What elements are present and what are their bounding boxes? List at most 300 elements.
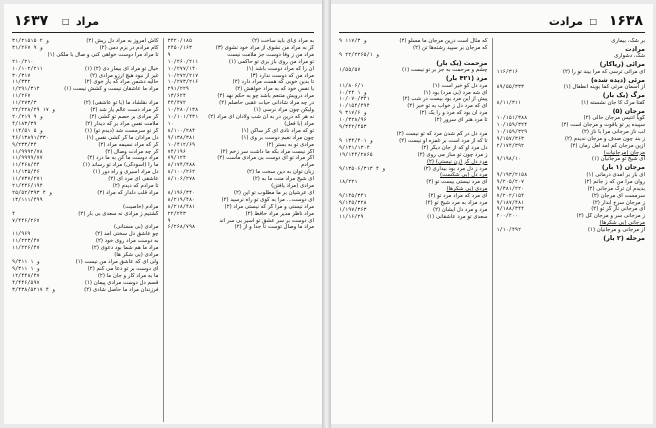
entry-text: اگر نیست مراد بکه ما داشت سر زخم (۲) [220,148,314,155]
entry-reference: ۸/۱۰۶/۲۷۸ [167,176,196,183]
index-entry [497,193,646,200]
index-heading [497,163,646,172]
index-entry [339,138,488,145]
index-heading [497,45,646,54]
index-entry [168,162,315,169]
entry-text: مرادم (خاصیت) [123,203,159,210]
index-entry [168,100,315,107]
entry-reference: ۲/۱۷۴/۳۹۲ [496,142,525,149]
index-entry [168,142,315,149]
entry-reference: ۸/۲۱۹/۴۸۰ [167,196,196,203]
entry-text: مرد آن بود که مرد و را یک (۲) [419,110,488,117]
index-entry [168,45,315,52]
entry-text: مرئی (دیده شده) [591,75,645,84]
index-entry [12,59,159,66]
entry-text: مرد و مرد دل ایشان (۲) [432,206,488,213]
entry-text: ای دوست... مرا به کوی تو راه نرسید (۲) [221,196,314,203]
entry-text: مراد من که دوست ندارد (۳) [250,72,314,79]
entry-reference: ۴۶/۱۳۸۹۱/۳۳۰ [12,134,49,141]
entry-reference: ۱۱/۴۶۸/۴۴ [12,162,40,169]
index-heading [497,220,646,227]
entry-reference: ۱۱/۲۲۶/۴۷ [12,245,40,252]
index-entry [339,214,488,221]
entry-text: چشم و مرحمت به جز بر تو نیست (۱) [402,67,488,74]
entry-text: تا که از مرد است بر غمزه او نیست (۲) [399,137,488,144]
index-entry [339,152,488,159]
entry-text: ای مرجانی ناز گر تو (۲) [591,206,645,213]
entry-reference: ۹/۱۸۸/۳۴۴ [496,206,525,213]
entry-text: تو مراد من روی باز بری تو حاکمی (۱) [228,58,314,65]
entry-reference: ۸/۲۱۸/۴۸۱ [167,203,196,210]
index-entry [339,96,488,103]
index-entry [12,224,159,231]
right-page-number: ۱۶۳۸ [608,13,643,29]
column-divider [163,38,164,422]
entry-reference: ۸/۱۷۴/۴۸۸ [167,162,196,169]
entry-text: مرائی (ریاکار) [599,60,645,69]
entry-reference: ۲۲/۲۴۳ [167,210,186,217]
entry-text: ازین مرجان کم آمد لعل رمان (۲) [570,142,645,149]
entry-text: تا بدین خوبی که هست مراد دارد (۲) [232,79,314,86]
entry-text: از آسمان مرئی کما بوینه انطفال (۱) [563,84,645,91]
entry-text: گر چه مرادت وصال (۲) [105,148,159,155]
entry-text: عاشقی ای مرد ای (۲) [108,176,159,183]
entry-text: مرجان (۱ بار) [601,163,645,172]
entry-reference: ۱۰/۱۵۹/۳۲۹ [496,128,528,135]
entry-reference: ۲۰۰/۲۰۰ [496,213,518,220]
entry-reference: ۱۰/۱۰۱/۴۳۱ [167,113,199,120]
entry-text: اگر مراد تو ای دوست بی مرادی ماست (۲) [217,155,314,162]
entry-text: مراد ناظر مدیر مراد حافظ (۲) [245,210,314,217]
entry-text: تا مراد مرا دوست خواهی کنی و صال با ملکی (۱) [47,51,159,58]
entry-reference: ۱/۱۹۷/۳۶۳ [339,206,367,213]
entry-text: مراد قلب دلدار که مراد (۲) [97,189,159,196]
entry-reference: ۹/۱۸۷/۴۸۱ [496,199,525,206]
entry-text: ای بار بر آمدی درمانی (۱) [586,171,645,178]
index-entry [339,38,488,45]
index-entry [168,114,315,121]
entry-reference: ۹ و ۱۱۷/۳ [339,38,367,44]
entry-text: مراد نیستی و مرا گر که نیستی مراد (۲) [224,203,314,210]
right-page-column-left [339,38,488,422]
entry-reference: ۷/۲۰۲/۱۵۴ [496,192,525,199]
index-entry [339,103,488,110]
entry-reference: ۱/۱۰/۴۹۲ [496,227,522,234]
index-entry [12,52,159,59]
entry-text: ملامت نفس مراد بر که دیدار (۲) [85,120,159,127]
entry-text: مراد ما عاشقان نیست و کشش نیست (۱) [64,86,159,93]
index-entry [12,38,159,45]
left-header-word: مراد [76,15,100,28]
entry-reference: ۱۰/۲۷۳/۲۱۶ [167,79,199,86]
entry-reference: ۱۱/۱۳۵/۴۶ [12,169,40,176]
entry-text: مراد دوست ما کن به ما درد (۲) [87,155,159,162]
index-entry [168,38,315,45]
index-entry [12,197,159,204]
entry-text: روان مرا من که ز جانم (۲) [584,178,645,185]
entry-text: ز بند چون صدف و مرجان ندیدم (۲) [564,135,645,142]
index-entry [12,128,159,135]
right-page-column-right [497,38,646,422]
entry-reference: ۲۹۱/۲۲۹ [167,86,189,93]
index-entry [168,155,315,162]
entry-reference: ۳۰/۳۱۷ [12,72,31,79]
left-page-header [12,12,314,33]
entry-reference: ۴ [12,210,16,217]
index-entry [168,59,315,66]
index-heading [497,91,646,100]
index-entry [12,121,159,128]
index-entry [12,245,159,252]
index-entry [339,110,488,117]
index-entry [339,179,488,186]
index-heading [497,150,646,157]
entry-reference: ۱۱۶/۳۱۶ [496,68,518,75]
index-entry [497,156,646,163]
entry-text: مرادی (مراد یافتن) [271,183,314,190]
index-entry [12,176,159,183]
index-entry [339,200,488,207]
entry-reference: ۷۹/۱۲۴ [167,155,186,162]
index-entry [12,252,159,259]
entry-reference: ۸/۱۰۰/۲۶۲ [167,169,196,176]
entry-reference: ۷/۴۴۶/۲۶۷ [12,217,40,224]
entry-reference: ۱۱/۸۰۶/۱ [339,82,364,89]
index-heading [339,74,488,83]
entry-text: که مرجان بر سپید رشته‌ها تن (۲) [413,44,488,51]
index-entry [497,227,646,234]
index-entry [497,143,646,150]
index-entry [497,206,646,213]
entry-reference: ۱۱/۲۲۳/۴۷ [12,238,40,245]
index-entry [12,114,159,121]
entry-text: ای مرائی ترسی که مرا بیند تو را (۲) [562,68,645,75]
index-heading [497,76,646,85]
index-entry [168,176,315,183]
entry-reference: ۸/۱۱/۳۱۱ [496,99,522,106]
entry-text: به مراد ی‌ای باید ساخت (۲) [251,38,314,44]
entry-text: زبان توان به دین سخت ما (۲) [246,169,314,176]
index-entry [12,273,159,280]
entry-text: گویا انتیس مرجان حالی (۲) [583,115,645,122]
index-heading [497,60,646,69]
entry-text: مراد ما هم شما بود دعوی (۲) [91,245,159,252]
index-entry [168,66,315,73]
entry-text: مرگ (یک بار) [602,91,645,100]
entry-text: تو که مراد نادی ای گر ساکن (۱) [241,127,314,134]
index-entry [12,149,159,156]
entry-reference: ۹/۱۴۵/۳۲۸ [339,200,367,207]
entry-reference: ۱۰/۴۱۲/۶۹ [167,141,196,148]
entry-reference: ۱۱/۹۹۹۹/۷۷ [12,155,43,162]
index-entry [339,117,488,124]
entry-reference: ۹/۲۰۵/۲۰۷ [496,178,525,185]
entry-reference: ۱۱/۷۳۷/۲۷۱ [12,176,43,183]
entry-text: کام مرادم در بزم دمی (۲) [99,44,159,51]
index-entry [497,136,646,143]
index-entry [12,190,159,197]
index-entry [168,218,315,225]
entry-text: مرد (۴۲۱ بار) [445,74,488,83]
index-entry [339,193,488,200]
index-entry [497,84,646,91]
entry-text: نه هر که درین در به آن شب ولادان ای مراد (۲) [208,113,314,120]
index-entry [12,162,159,169]
index-entry [168,93,315,100]
entry-text: تا مرد هنر ای سرور (۲) [434,117,488,124]
index-entry [12,287,159,294]
entry-text: مرد ز دل مرد بود بیداری (۲) [423,165,488,172]
entry-reference: ۱۳/۶۲۴ [167,93,186,100]
index-entry [168,190,315,197]
entry-text: کاش امروز به مراد دل ریش (۲) [86,38,159,44]
index-entry [12,204,159,211]
index-entry [12,218,159,225]
entry-text: ای مرد نیستی بیست تو (۲) [426,179,488,186]
entry-text: ای شه مرد (بی مرد) بود (۱) [423,89,488,96]
entry-reference: ۱۰/۰۷۰/۳۴۱ [339,96,370,103]
entry-text: گر مرادی بر حصم تو کشی (۲) [89,113,159,120]
entry-text: مراد نقلشاد ما (با تو عاشقی) (۲) [83,100,159,107]
index-entry [339,67,488,74]
right-page [331,4,653,424]
index-entry [12,73,159,80]
entry-reference: ۹/۱۹۸/۱۰ [496,156,522,163]
entry-text: ما را (آسودگی) مراد تو رساند (۱) [82,162,159,169]
entry-text: ای شیخ مراد منت ما به (۲) [252,176,314,183]
index-entry [168,204,315,211]
entry-text: دل مرادان ما گر کشی نفس (۱) [86,134,159,141]
entry-text: ز مرد چون تو ساز می روی (۲) [417,151,488,158]
entry-text: سپیده پر تو یاقوت و مرجان است (۲) [561,121,645,128]
entry-text: مرد دل (بی شکست) [439,172,488,179]
entry-text: مرجان (۵) [612,106,645,115]
index-heading [497,107,646,116]
index-entry [339,145,488,152]
index-entry [168,149,315,156]
index-entry [12,86,159,93]
index-entry [12,231,159,238]
entry-text: چون مراد نعیم دوست بر وی (۱) [241,134,314,141]
entry-reference: ۹/۱۵۷/۳۶۳ [496,135,525,142]
right-header-box-icon: □ [589,17,597,26]
entry-text: دل مراد اسیری و راه دور (۱) [93,169,159,176]
index-entry [339,207,488,214]
entry-reference: ۱۰/۱۵۱/۳۸۸ [496,115,528,122]
entry-reference: ۴۴/۴۷۲ [167,100,186,107]
entry-text: گر مراد دست عالم یار شد (۲) [90,107,159,114]
entry-text: به دوست مراد روی خود (۲) [95,238,159,245]
index-entry [168,197,315,204]
index-entry [497,53,646,60]
index-entry [12,183,159,190]
index-entry [12,238,159,245]
left-page-column-right [168,38,315,422]
index-entry [12,259,159,266]
entry-text: قسم دل دوست مرادی پیمان (۱) [84,279,159,286]
right-page-header [339,12,645,33]
entry-reference: ۱۱/۲۶۷ [12,93,31,100]
entry-text: بدیدم آن ترک مرجانی (۲) [587,185,645,192]
entry-text: شک، دشواری [614,53,645,60]
entry-reference: ۲۴۵۰/۱۶۳ [167,44,193,51]
index-heading [497,234,646,243]
entry-text: ای دوست بر سر عشق تو اسیر بی سر اند [219,217,314,224]
entry-reference: ۹ [167,217,171,224]
entry-text: مرجانی (بی شکرها) [599,220,645,227]
index-entry [168,121,315,128]
entry-text: ای که مرد دل ز خواب به تو خبر (۲) [407,103,488,110]
index-entry [12,135,159,142]
index-entry [497,179,646,186]
entry-text: مرادی تو به بستر (۲) [266,141,314,148]
entry-text: که مثال است درین مرجان ما مسلو (۲) [399,38,488,44]
entry-reference: ۱/۵۵/۵۷ [339,67,361,74]
entry-text: مرد دل کو خیر است (۱) [432,82,488,89]
entry-reference: ۹/۳۱۱ و ۱ [12,259,40,265]
entry-reference: ۹/۳۸۱/۲۲۰ [496,185,525,192]
entry-reference: ۹/۲۳۳/۳۴ [12,141,37,148]
index-entry [168,107,315,114]
entry-text: از مرجانی و مرجانیان (۱) [587,227,645,234]
entry-text: در چه مراد شادانی حیات عقبی حاصلم (۲) [219,100,314,107]
entry-text: ولی ای که عاشق مراد من نیست (۱) [75,259,159,265]
entry-reference: ۹ و ۱۳۴/۴۰۱ [339,137,373,144]
left-page-number: ۱۶۳۷ [14,13,49,29]
entry-text: گر به مراد من نشوی از مراد خود نشوی (۳) [215,44,314,51]
entry-text: مرحمت (یک بار) [436,58,488,67]
entry-reference: ۱۰/۲۴ و ۱ [339,89,367,96]
index-entry [339,166,488,173]
index-entry [12,79,159,86]
index-entry [12,45,159,52]
entry-text: لب ناز مرجانی مرا با ناز (۲) [581,128,645,135]
entry-reference: ۸/۱۰۰/۲۸۴ [167,127,196,134]
index-entry [497,200,646,207]
index-entry [497,122,646,129]
index-entry [168,224,315,231]
index-entry [339,131,488,138]
entry-text: ز مرجانی سر و مرجان گل (۲) [576,213,645,220]
entry-text: ای عرشیان بر ما مطلوب تو این (۲) [233,189,314,196]
entry-text: فرزندان مراد ما حاصل شادی (۲) [84,286,159,293]
right-header-word: مرادت [548,15,583,28]
entry-reference: ۹/۳۴۲/۴۵۳ [339,124,367,131]
index-entry [339,90,488,97]
index-entry [12,211,159,218]
entry-text: سرمست ای مرجان (۲) [591,192,645,199]
entry-text: مرحله (۲ بار) [603,234,645,243]
entry-text: مراد من ز وفا دوست جز ملامت نیست [227,51,314,58]
entry-reference: ۱۰/۱۵۹/۳۲۴ [496,121,528,128]
entry-reference: ۱۰ [167,120,174,127]
index-entry [339,45,488,52]
entry-text: تا مرادم که دیدم (۲) [112,183,159,190]
entry-reference: ۹ و ۳۱۷/۶ [339,110,367,117]
index-entry [339,83,488,90]
entry-reference: ۳۱/۲۶۷ و ۹ [12,44,43,51]
entry-text: سعدی تو مرد عاشقانی (۱) [427,213,488,220]
entry-text: ز مرجان سرخ آبدار (۲) [592,199,645,206]
entry-reference: ۹/۳۱۱ و ۱ [12,265,40,272]
entry-text: مرادت [625,44,645,53]
book-spine [322,0,331,428]
index-entry [339,124,488,131]
index-entry [497,115,646,122]
entry-text: ای دوست بر تو دعا می کنم (۲) [87,265,159,272]
index-entry [168,86,315,93]
entry-reference: ۹/۱۳۵۰۶/۳۱۳ و ۴ [339,165,386,172]
entry-text: آن را که مراد دوست باشد (۱) [246,65,314,72]
entry-reference: ۲۱/۴۴۶/۱۹۴ [12,183,43,190]
index-heading [339,172,488,179]
entry-reference: ۹ [167,51,171,58]
entry-reference: ۱۱/۹۹۹۲/۷۸ [12,148,43,155]
index-entry [12,155,159,162]
entry-text: ولیکن چون مراد نرسی (۱) [253,107,314,114]
entry-text: بر شک، بیماری [611,38,645,44]
entry-text: دل مرد او که از جان دیگر (۲) [421,144,488,151]
entry-text: پیش از این مرد بود بیست در شب (۲) [402,96,488,103]
entry-reference: ۱۳/۱۱۱/۴۹۹ [12,196,43,203]
entry-reference: ۱۸/۲۲۱ [339,179,358,186]
index-entry [168,169,315,176]
entry-reference: ۱۰/۱۵۴/۴۹۴ [339,103,370,110]
entry-text: چو عاشق دل سختی آمد (۲) [95,231,159,238]
index-entry [497,38,646,45]
index-entry [168,79,315,86]
index-entry [497,172,646,179]
index-entry [12,280,159,287]
index-entry [168,135,315,142]
entry-reference: ۹/۱۳۱/۱۳۰۴ [339,144,370,151]
index-entry [168,73,315,80]
entry-reference: ۳۱/۲۱۵۱۵ و ۲ [12,38,49,44]
entry-reference: ۱۰/۳۲۸/۹۶ [339,117,367,124]
entry-text: مرادی (بی شکر ها) [114,252,159,259]
left-page-column-left [12,38,159,422]
index-entry [339,52,488,59]
index-entry [168,211,315,218]
column-divider [492,38,493,422]
entry-text: خیال تو مراد ای بیمار دی (۲) (۱) [84,65,159,72]
entry-reference: ۱۰/۲۷۲/۲۱۷ [167,72,199,79]
index-heading [339,186,488,193]
entry-text: مرادم [300,162,314,169]
entry-reference: ۲۵/۵۲/۳۹۳ و ۴ [12,189,52,196]
index-entry [12,93,159,100]
index-entry [168,183,315,190]
entry-reference: ۱۰/۲۷۷/۱۴۰ [167,65,199,72]
entry-text: گر تو سرمست شد (دیدم تو) (۱) [84,127,159,134]
index-entry [168,52,315,59]
index-entry [497,69,646,76]
index-entry [168,128,315,135]
index-entry [497,186,646,193]
entry-reference: ۶/۲۶۸/۷۹۸ [167,224,196,231]
entry-text: مرجان (مرجانيات) [603,149,645,156]
index-entry [12,107,159,114]
entry-text: غیر از نبود هیچ آرزو مرادی (۲) [90,72,159,79]
left-header-box-icon: □ [62,17,70,26]
entry-reference: ۳/۴۳۸/۵۲۱۷ و ۴ [12,286,55,293]
entry-reference: ۹/۱۴۵/۳۴۱ [339,193,367,200]
entry-text: ما به مراد کار و جان ما (۲) [97,272,159,279]
entry-text: مراد ما وصال توست تا جدا و از (۲) [234,224,314,231]
entry-reference: ۱۰/۲۶۰/۲۱۱ [167,58,199,65]
entry-text: مرد دل گر (زن نیستی) (۲) [426,158,488,165]
entry-reference: ۹/۱۹۳/۲۱۵۸ [496,171,528,178]
